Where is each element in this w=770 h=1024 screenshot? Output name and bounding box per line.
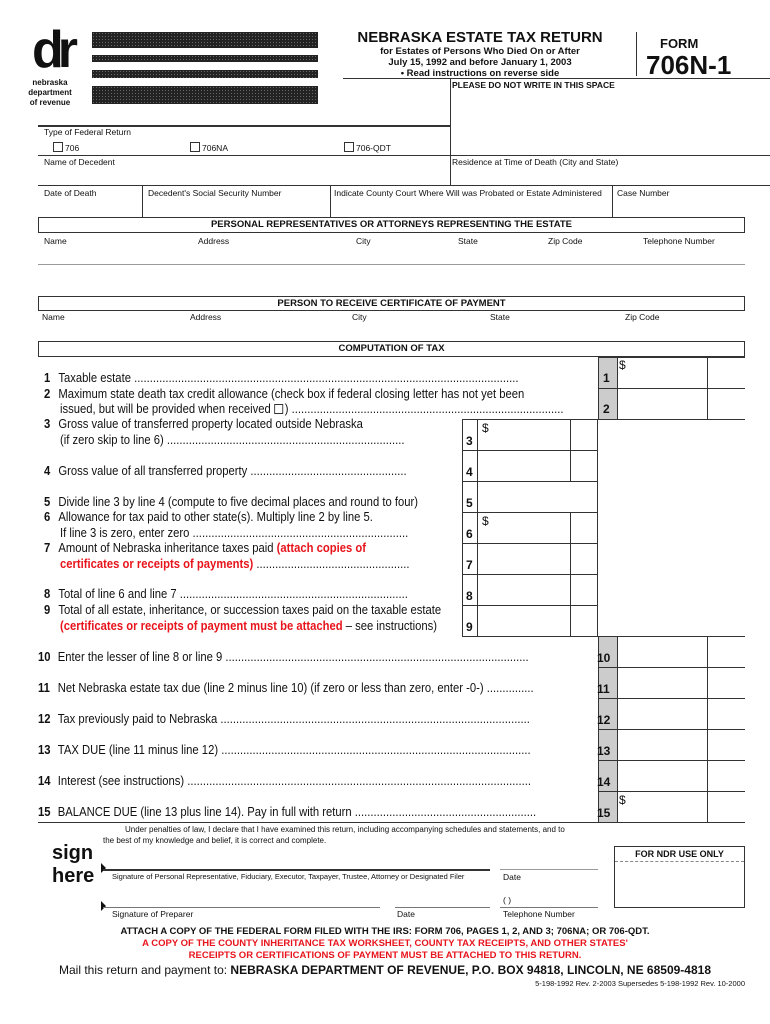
line-text: ) ....................................................................................... — [284, 402, 564, 416]
case-number-field[interactable]: Case Number — [617, 188, 670, 198]
rep-state-col: State — [458, 236, 478, 246]
line-text: Taxable estate ........................................................................................................................... — [58, 371, 519, 385]
cents-field-9[interactable] — [570, 605, 598, 637]
line-text: (if zero skip to line 6) ............................................................................ — [60, 433, 405, 447]
cents-field-12[interactable] — [707, 698, 745, 730]
line-text: issued, but will be provided when received — [60, 402, 271, 416]
residence-field[interactable]: Residence at Time of Death (City and State) — [452, 157, 619, 167]
line-text: TAX DUE (line 11 minus line 12) ................................................................................................... — [57, 743, 531, 757]
arrow-icon — [101, 863, 106, 873]
closing-letter-checkbox[interactable] — [274, 404, 283, 414]
signature-label: Signature of Personal Representative, Fiduciary, Executor, Taxpayer, Trustee, Attorney or Designated Filer — [112, 872, 465, 881]
dollar-sign: $ — [482, 514, 489, 528]
attach-warning: RECEIPTS OR CERTIFICATIONS OF PAYMENT MUST BE ATTACHED TO THIS RETURN. — [188, 950, 582, 961]
divider — [636, 32, 637, 76]
line-number: 8 — [44, 587, 51, 601]
amount-field-10[interactable] — [617, 636, 708, 668]
line-number-box: 6 — [466, 527, 473, 541]
line-13-label — [38, 743, 531, 757]
dollar-sign: $ — [619, 793, 626, 807]
line-number-box: 14 — [597, 775, 611, 789]
line-5-label — [44, 495, 418, 509]
line-number: 7 — [44, 541, 51, 555]
line-number-box: 12 — [597, 713, 611, 727]
line-2-label — [44, 387, 524, 401]
divider — [38, 155, 770, 156]
preparer-date-line[interactable] — [395, 907, 490, 908]
payee-address-col: Address — [190, 312, 222, 322]
line-3-label — [44, 417, 363, 431]
payee-state-col: State — [490, 312, 510, 322]
checkbox-label: 706-QDT — [356, 143, 391, 153]
line-text: – see instructions) — [342, 619, 438, 633]
line-12-label — [38, 712, 530, 726]
divider — [330, 185, 331, 217]
line-number-box: 8 — [466, 589, 473, 603]
cents-field-4[interactable] — [570, 450, 598, 482]
divider — [38, 185, 770, 186]
line-text: Maximum state death tax credit allowance (check box if federal closing letter has not yet been — [58, 387, 525, 401]
declaration — [103, 824, 565, 846]
line-text: Enter the lesser of line 8 or line 9 ................................................................................................. — [57, 650, 529, 664]
preparer-date-label: Date — [397, 909, 415, 919]
line-10-label — [38, 650, 529, 664]
agency-line: of revenue — [29, 98, 71, 107]
subtitle-line: July 15, 1992 and before January 1, 2003 — [388, 57, 572, 68]
line-text: Amount of Nebraska inheritance taxes paid — [58, 541, 274, 555]
line-number-box: 2 — [603, 402, 610, 416]
line-number: 6 — [44, 510, 51, 524]
divider — [343, 78, 770, 79]
date-label: Date — [503, 872, 521, 882]
line-number: 12 — [38, 712, 51, 726]
line-text: BALANCE DUE (line 13 plus line 14). Pay in full with return .......................................................... — [57, 805, 537, 819]
checkbox-label: 706NA — [202, 143, 228, 153]
checkbox-label: 706 — [65, 143, 80, 153]
line-number: 9 — [44, 603, 51, 617]
checkbox-706qdt[interactable] — [344, 142, 391, 153]
line-7-label-cont — [60, 557, 409, 571]
amount-field-12[interactable] — [617, 698, 708, 730]
line-6-label-cont — [60, 526, 408, 540]
mail-prefix: Mail this return and payment to: — [59, 963, 231, 977]
agency-name — [22, 78, 78, 108]
line-text-red: (certificates or receipts of payment must be attached — [60, 619, 343, 633]
divider — [38, 264, 745, 265]
amount-field-11[interactable] — [617, 667, 708, 699]
line-number: 14 — [38, 774, 51, 788]
line-number-box: 5 — [466, 496, 473, 510]
line-4-label — [44, 464, 407, 478]
line-number-box: 4 — [466, 465, 473, 479]
line-15-label — [38, 805, 536, 819]
line-text: Total of line 6 and line 7 ......................................................................... — [58, 587, 408, 601]
line-14-label — [38, 774, 531, 788]
line-text: Gross value of transferred property located outside Nebraska — [58, 417, 363, 431]
checkbox[interactable] — [190, 142, 200, 152]
ratio-field-5[interactable] — [477, 481, 598, 513]
line-number-box: 1 — [603, 371, 610, 385]
here-word: here — [52, 865, 95, 887]
phone-line[interactable] — [500, 907, 598, 908]
declaration-line: the best of my knowledge and belief, it is correct and complete. — [103, 836, 327, 845]
form-number: 706N-1 — [646, 50, 732, 80]
form-label: FORM — [660, 36, 699, 51]
attach-warning: A COPY OF THE COUNTY INHERITANCE TAX WORKSHEET, COUNTY TAX RECEIPTS, AND OTHER STATES' — [142, 938, 628, 949]
line-6-label — [44, 510, 373, 524]
cents-field-8[interactable] — [570, 574, 598, 606]
scan-bar — [92, 55, 318, 62]
line-text: Divide line 3 by line 4 (compute to five decimal places and round to four) — [58, 495, 418, 509]
phone-paren: ( ) — [503, 895, 512, 905]
divider — [142, 185, 143, 217]
amount-field-9[interactable] — [477, 605, 571, 637]
divider — [612, 185, 613, 217]
line-number: 11 — [38, 681, 50, 695]
rep-name-col: Name — [44, 236, 67, 246]
rep-city-col: City — [356, 236, 371, 246]
line-number: 3 — [44, 417, 51, 431]
line-text: Allowance for tax paid to other state(s). Multiply line 2 by line 5. — [58, 510, 373, 524]
line-text: ................................................. — [253, 557, 410, 571]
line-9-label-cont — [60, 619, 437, 633]
mail-address: NEBRASKA DEPARTMENT OF REVENUE, P.O. BOX 94818, LINCOLN, NE 68509-4818 — [230, 963, 711, 977]
signature-line[interactable] — [103, 869, 490, 871]
line-text: If line 3 is zero, enter zero ..................................................................... — [60, 526, 409, 540]
agency-line: nebraska — [32, 78, 68, 87]
cents-field-13[interactable] — [707, 729, 745, 761]
rep-address-col: Address — [198, 236, 230, 246]
cents-field-15[interactable] — [707, 791, 745, 823]
form-title: NEBRASKA ESTATE TAX RETURN — [357, 29, 603, 46]
line-number-box: 15 — [597, 806, 611, 820]
rep-phone-col: Telephone Number — [643, 236, 715, 246]
cents-field-3[interactable] — [570, 419, 598, 451]
phone-label: Telephone Number — [503, 909, 575, 919]
payee-name-col: Name — [42, 312, 65, 322]
amount-field-14[interactable] — [617, 760, 708, 792]
line-11-label — [38, 681, 534, 695]
payee-city-col: City — [352, 312, 367, 322]
reps-section-header: PERSONAL REPRESENTATIVES OR ATTORNEYS REPRESENTING THE ESTATE — [38, 217, 745, 233]
preparer-signature-line[interactable] — [103, 907, 380, 908]
line-text: Interest (see instructions) .............................................................................................................. — [57, 774, 532, 788]
date-of-death-field[interactable]: Date of Death — [44, 188, 97, 198]
dollar-sign: $ — [482, 421, 489, 435]
amount-field-3[interactable] — [477, 419, 571, 451]
revision-note: 5-198-1992 Rev. 2-2003 Supersedes 5-198-1992 Rev. 10-2000 — [535, 979, 745, 988]
payee-zip-col: Zip Code — [625, 312, 660, 322]
agency-line: department — [28, 88, 72, 97]
amount-field-6[interactable] — [477, 512, 571, 544]
computation-section-header: COMPUTATION OF TAX — [38, 341, 745, 357]
line-number-box: 9 — [466, 620, 473, 634]
amount-field-8[interactable] — [477, 574, 571, 606]
amount-field-13[interactable] — [617, 729, 708, 761]
line-number: 4 — [44, 464, 51, 478]
federal-return-type-label: Type of Federal Return — [44, 127, 131, 137]
line-1-label — [44, 371, 519, 385]
scan-bar — [92, 86, 318, 104]
checkbox[interactable] — [53, 142, 63, 152]
line-text-red: (attach copies of — [276, 541, 367, 555]
line-number-box: 7 — [466, 558, 473, 572]
amount-field-15[interactable] — [617, 791, 708, 823]
attach-instruction: ATTACH A COPY OF THE FEDERAL FORM FILED WITH THE IRS: FORM 706, PAGES 1, 2, AND 3; 706NA; OR 706-QDT. — [120, 926, 650, 937]
line-number: 5 — [44, 495, 51, 509]
subtitle-line: for Estates of Persons Who Died On or After — [380, 46, 580, 57]
rep-zip-col: Zip Code — [548, 236, 583, 246]
line-text: Gross value of all transferred property .................................................. — [58, 464, 407, 478]
line-9-label — [44, 603, 441, 617]
divider — [38, 822, 745, 823]
line-2-label-cont — [60, 402, 563, 416]
payee-section-header: PERSON TO RECEIVE CERTIFICATE OF PAYMENT — [38, 296, 745, 311]
county-court-field[interactable]: Indicate County Court Where Will was Probated or Estate Administered — [334, 188, 602, 198]
amount-field-2[interactable] — [617, 388, 708, 420]
sign-word: sign — [52, 842, 94, 864]
form-subtitle — [340, 46, 620, 79]
line-number-box: 10 — [597, 651, 611, 665]
cents-field-7[interactable] — [570, 543, 598, 575]
line-text-red: certificates or receipts of payments) — [60, 557, 254, 571]
dollar-sign: $ — [619, 358, 626, 372]
subtitle-line: • Read instructions on reverse side — [400, 68, 560, 79]
line-number: 13 — [38, 743, 51, 757]
cents-field-14[interactable] — [707, 760, 745, 792]
cents-field-10[interactable] — [707, 636, 745, 668]
scan-bar — [92, 32, 318, 48]
arrow-icon — [101, 901, 106, 911]
line-number: 1 — [44, 371, 51, 385]
date-line[interactable] — [500, 869, 598, 870]
ndr-use-box — [614, 846, 745, 908]
line-number-box: 11 — [597, 682, 610, 696]
preparer-label: Signature of Preparer — [112, 909, 194, 919]
line-number: 10 — [38, 650, 51, 664]
sign-here-label — [52, 842, 94, 888]
do-not-write-label: PLEASE DO NOT WRITE IN THIS SPACE — [452, 80, 615, 90]
line-text: Total of all estate, inheritance, or succession taxes paid on the taxable estate — [58, 603, 442, 617]
line-number-box: 3 — [466, 434, 473, 448]
scan-bar — [92, 70, 318, 78]
amount-field-1[interactable] — [617, 357, 708, 389]
cents-field-11[interactable] — [707, 667, 745, 699]
mailing-address — [0, 963, 770, 977]
line-number: 2 — [44, 387, 51, 401]
line-text: Net Nebraska estate tax due (line 2 minus line 10) (if zero or less than zero, enter -0-) ............... — [57, 681, 534, 695]
cents-field-6[interactable] — [570, 512, 598, 544]
line-number: 15 — [38, 805, 51, 819]
checkbox[interactable] — [344, 142, 354, 152]
line-7-label — [44, 541, 366, 555]
ssn-field[interactable]: Decedent's Social Security Number — [148, 188, 282, 198]
cents-field-2[interactable] — [707, 388, 745, 420]
amount-field-7[interactable] — [477, 543, 571, 575]
ndr-use-label: FOR NDR USE ONLY — [615, 847, 744, 862]
checkbox-706[interactable] — [53, 142, 79, 153]
logo: dr — [32, 21, 72, 79]
amount-field-4[interactable] — [477, 450, 571, 482]
checkbox-706na[interactable] — [190, 142, 228, 153]
cents-field-1[interactable] — [707, 357, 745, 389]
line-text: Tax previously paid to Nebraska ................................................................................................... — [57, 712, 530, 726]
declaration-line: Under penalties of law, I declare that I have examined this return, including accompanying schedules and statements, and to — [125, 825, 565, 834]
line-8-label — [44, 587, 408, 601]
line-number-box: 13 — [597, 744, 611, 758]
decedent-name-field[interactable]: Name of Decedent — [44, 157, 115, 167]
line-3-label-cont — [60, 433, 404, 447]
divider — [450, 78, 451, 185]
